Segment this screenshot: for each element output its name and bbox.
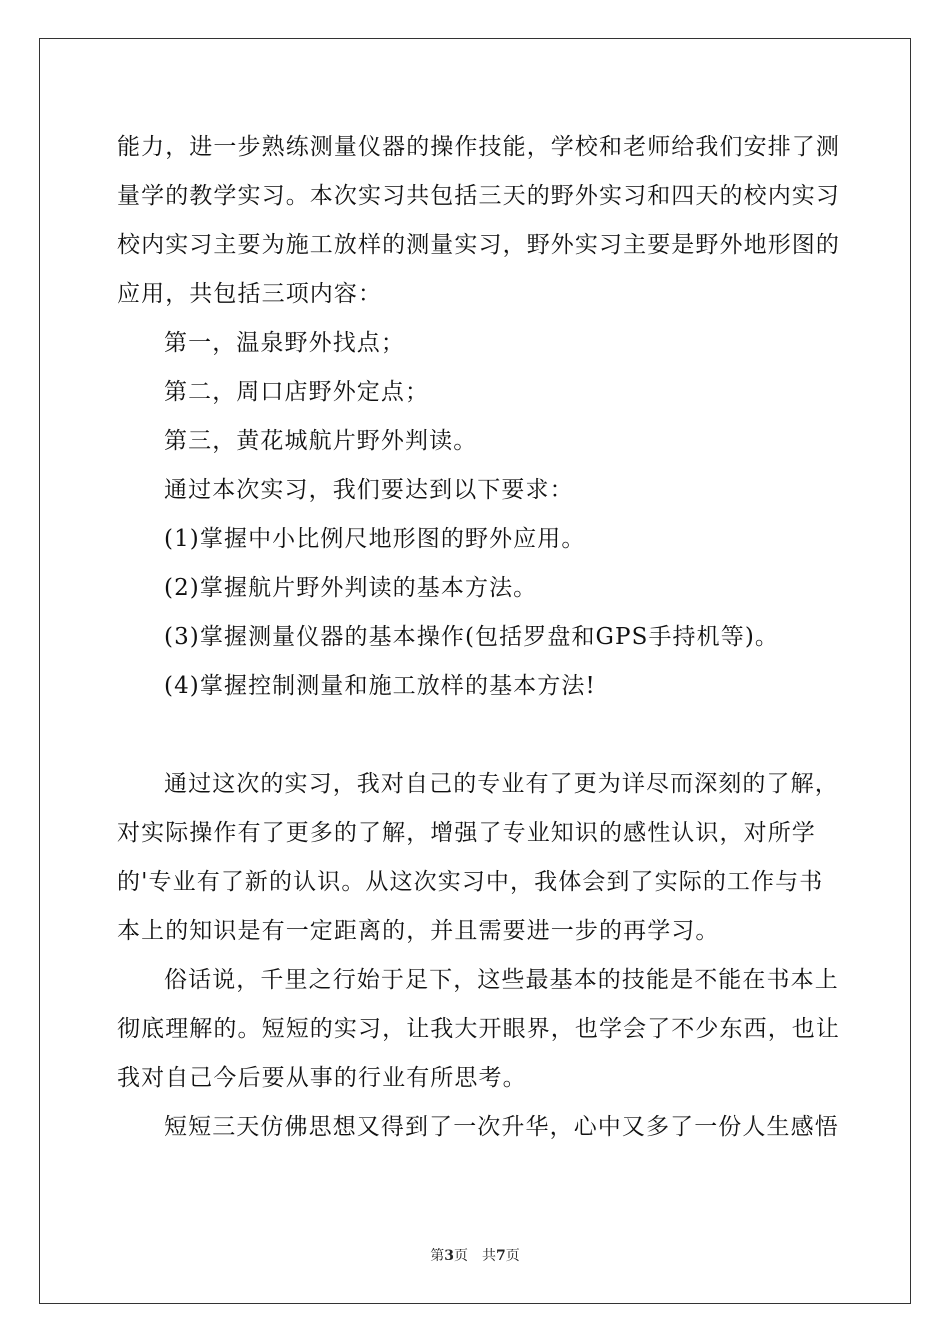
list-item: (2)掌握航片野外判读的基本方法。 (164, 575, 538, 601)
paragraph-line: 彻底理解的。短短的实习，让我大开眼界，也学会了不少东西，也让 (117, 1016, 840, 1042)
current-page-number: 3 (444, 1248, 454, 1264)
paragraph-line: 量学的教学实习。本次实习共包括三天的野外实习和四天的校内实习 (117, 183, 840, 209)
footer-mid: 页 共 (454, 1248, 496, 1264)
footer-suffix: 页 (505, 1248, 520, 1264)
paragraph-line: 对实际操作有了更多的了解，增强了专业知识的感性认识，对所学 (117, 820, 816, 846)
paragraph-line: 俗话说，千里之行始于足下，这些最基本的技能是不能在书本上 (164, 967, 839, 993)
list-item: 通过本次实习，我们要达到以下要求： (164, 477, 574, 503)
list-item: (4)掌握控制测量和施工放样的基本方法! (164, 673, 596, 699)
paragraph-line: 通过这次的实习，我对自己的专业有了更为详尽而深刻的了解， (164, 771, 839, 797)
total-page-number: 7 (496, 1248, 506, 1264)
list-item: 第二，周口店野外定点； (164, 379, 430, 405)
paragraph-line: 短短三天仿佛思想又得到了一次升华，心中又多了一份人生感悟 (164, 1114, 839, 1140)
page-footer (0, 1246, 950, 1266)
paragraph-line: 应用，共包括三项内容： (117, 281, 383, 307)
list-item: (1)掌握中小比例尺地形图的野外应用。 (164, 526, 586, 552)
document-body (117, 123, 840, 1152)
paragraph-line: 本上的知识是有一定距离的，并且需要进一步的再学习。 (117, 918, 720, 944)
section-heading (117, 711, 835, 760)
footer-prefix: 第 (430, 1248, 445, 1264)
list-item: 第一，温泉野外找点； (164, 330, 405, 356)
list-item: (3)掌握测量仪器的基本操作(包括罗盘和GPS手持机等)。 (164, 624, 780, 650)
list-item: 第三，黄花城航片野外判读。 (164, 428, 478, 454)
paragraph-line: 的'专业有了新的认识。从这次实习中，我体会到了实际的工作与书 (117, 869, 824, 895)
paragraph-line: 能力，进一步熟练测量仪器的操作技能，学校和老师给我们安排了测 (117, 134, 840, 160)
paragraph-line: 我对自己今后要从事的行业有所思考。 (117, 1065, 527, 1091)
paragraph-line: 校内实习主要为施工放样的测量实习，野外实习主要是野外地形图的 (117, 232, 840, 258)
